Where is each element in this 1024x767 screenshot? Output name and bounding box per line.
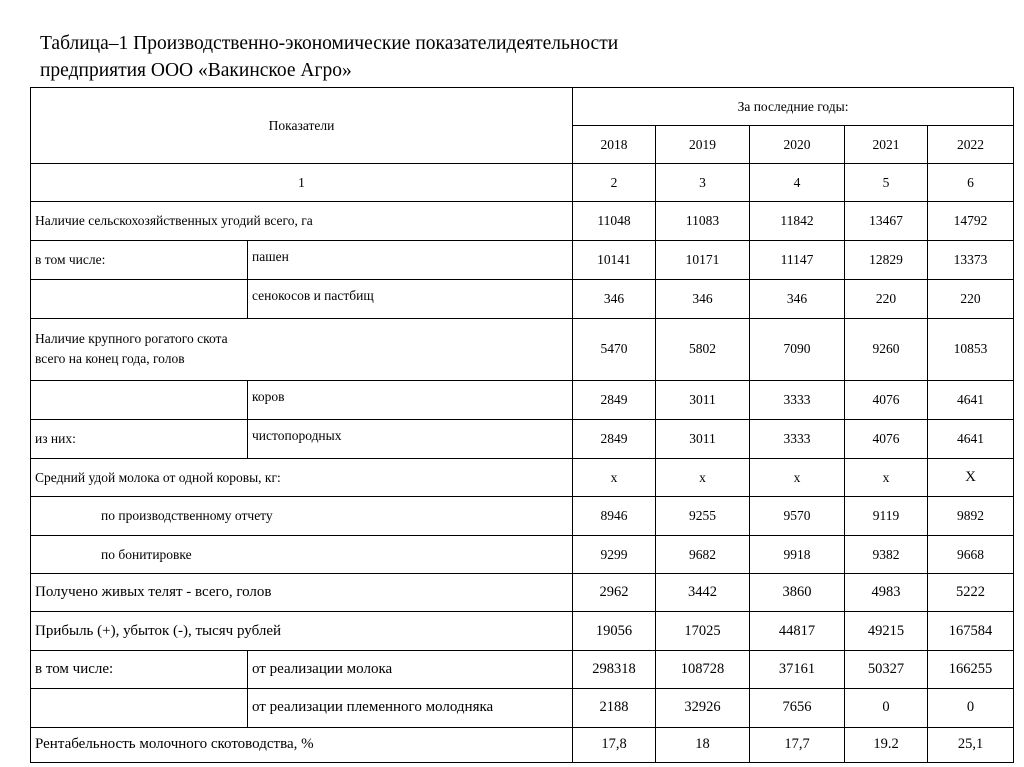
table-row: [31, 497, 1014, 536]
cell-value: 9119: [845, 497, 928, 536]
row-label-line: всего на конец года, голов: [35, 351, 185, 367]
cell-value: 19.2: [845, 727, 928, 762]
row-sublabel: чистопородных: [248, 419, 573, 458]
cell-value: 2188: [573, 688, 656, 727]
cell-value: 49215: [845, 612, 928, 650]
cell-value: 13467: [845, 202, 928, 241]
cell-value: 32926: [656, 688, 750, 727]
table-row: [31, 574, 1014, 612]
cell-value: 17,8: [573, 727, 656, 762]
cell-value: 166255: [928, 650, 1014, 688]
cell-value: 11842: [750, 202, 845, 241]
cell-value: 17,7: [750, 727, 845, 762]
cell-value: 37161: [750, 650, 845, 688]
cell-value: 3011: [656, 380, 750, 419]
row-label: по бонитировке: [31, 536, 573, 574]
indicators-table: [30, 87, 1014, 763]
row-label: [31, 318, 573, 380]
cell-value: Х: [928, 459, 1014, 497]
cell-value: х: [656, 459, 750, 497]
table-row: [31, 318, 1014, 380]
cell-value: 3011: [656, 419, 750, 458]
cell-value: х: [573, 459, 656, 497]
cell-value: 3333: [750, 419, 845, 458]
row-sublabel: сенокосов и пастбищ: [248, 279, 573, 318]
column-number: 3: [656, 164, 750, 202]
cell-value: 12829: [845, 241, 928, 279]
cell-value: 11083: [656, 202, 750, 241]
cell-value: 17025: [656, 612, 750, 650]
cell-value: 4641: [928, 419, 1014, 458]
header-indicators: Показатели: [31, 88, 573, 164]
cell-value: 4076: [845, 419, 928, 458]
cell-value: х: [845, 459, 928, 497]
year-header: 2018: [573, 126, 656, 164]
row-label: [31, 279, 248, 318]
column-number: 6: [928, 164, 1014, 202]
column-number: 4: [750, 164, 845, 202]
table-row: [31, 241, 1014, 279]
cell-value: 346: [656, 279, 750, 318]
cell-value: 4076: [845, 380, 928, 419]
row-label: в том числе:: [31, 650, 248, 688]
cell-value: 9682: [656, 536, 750, 574]
row-label: по производственному отчету: [31, 497, 573, 536]
cell-value: 7090: [750, 318, 845, 380]
cell-value: 4641: [928, 380, 1014, 419]
header-period: За последние годы:: [573, 88, 1014, 126]
table-row: [31, 202, 1014, 241]
table-row: [31, 612, 1014, 650]
cell-value: 2849: [573, 419, 656, 458]
cell-value: 9260: [845, 318, 928, 380]
table-title: [40, 30, 618, 84]
cell-value: 298318: [573, 650, 656, 688]
cell-value: 9668: [928, 536, 1014, 574]
table-row: [31, 279, 1014, 318]
table-row: [31, 727, 1014, 762]
cell-value: 220: [845, 279, 928, 318]
column-number: 2: [573, 164, 656, 202]
row-label: [31, 380, 248, 419]
cell-value: 9892: [928, 497, 1014, 536]
row-sublabel: от реализации молока: [248, 650, 573, 688]
cell-value: 346: [573, 279, 656, 318]
row-sublabel: пашен: [248, 241, 573, 279]
column-number: 1: [31, 164, 573, 202]
cell-value: 9382: [845, 536, 928, 574]
cell-value: 50327: [845, 650, 928, 688]
year-header: 2019: [656, 126, 750, 164]
row-label: Рентабельность молочного скотоводства, %: [31, 727, 573, 762]
table-row: [31, 650, 1014, 688]
cell-value: 7656: [750, 688, 845, 727]
column-number-row: [31, 164, 1014, 202]
cell-value: 3442: [656, 574, 750, 612]
row-label: Наличие сельскохозяйственных угодий всего, га: [31, 202, 573, 241]
cell-value: 14792: [928, 202, 1014, 241]
row-label: Средний удой молока от одной коровы, кг:: [31, 459, 573, 497]
cell-value: 4983: [845, 574, 928, 612]
cell-value: 5802: [656, 318, 750, 380]
cell-value: 5470: [573, 318, 656, 380]
table-row: [31, 688, 1014, 727]
row-sublabel: от реализации племенного молодняка: [248, 688, 573, 727]
year-header: 2021: [845, 126, 928, 164]
cell-value: 3860: [750, 574, 845, 612]
cell-value: 13373: [928, 241, 1014, 279]
row-label: [31, 688, 248, 727]
row-label: в том числе:: [31, 241, 248, 279]
cell-value: 25,1: [928, 727, 1014, 762]
cell-value: 19056: [573, 612, 656, 650]
cell-value: 10171: [656, 241, 750, 279]
title-line-1: Таблица–1 Производственно-экономические показателидеятельности: [40, 33, 619, 54]
table-row: [31, 419, 1014, 458]
cell-value: 5222: [928, 574, 1014, 612]
row-label: Прибыль (+), убыток (-), тысяч рублей: [31, 612, 573, 650]
cell-value: 9918: [750, 536, 845, 574]
cell-value: 10853: [928, 318, 1014, 380]
title-line-2: предприятия ООО «Вакинское Агро»: [40, 60, 352, 81]
cell-value: 8946: [573, 497, 656, 536]
header-row: [31, 88, 1014, 126]
table-row: [31, 459, 1014, 497]
table-row: [31, 536, 1014, 574]
cell-value: 44817: [750, 612, 845, 650]
cell-value: 167584: [928, 612, 1014, 650]
cell-value: 108728: [656, 650, 750, 688]
cell-value: 10141: [573, 241, 656, 279]
cell-value: 9255: [656, 497, 750, 536]
cell-value: 3333: [750, 380, 845, 419]
cell-value: 11048: [573, 202, 656, 241]
cell-value: 2962: [573, 574, 656, 612]
cell-value: 18: [656, 727, 750, 762]
cell-value: 9299: [573, 536, 656, 574]
year-header: 2020: [750, 126, 845, 164]
cell-value: 346: [750, 279, 845, 318]
row-label: Получено живых телят - всего, голов: [31, 574, 573, 612]
cell-value: 2849: [573, 380, 656, 419]
row-label: из них:: [31, 419, 248, 458]
cell-value: х: [750, 459, 845, 497]
cell-value: 0: [845, 688, 928, 727]
row-label-line: Наличие крупного рогатого скота: [35, 331, 228, 347]
cell-value: 220: [928, 279, 1014, 318]
cell-value: 9570: [750, 497, 845, 536]
table-row: [31, 380, 1014, 419]
year-header: 2022: [928, 126, 1014, 164]
row-sublabel: коров: [248, 380, 573, 419]
cell-value: 11147: [750, 241, 845, 279]
cell-value: 0: [928, 688, 1014, 727]
column-number: 5: [845, 164, 928, 202]
